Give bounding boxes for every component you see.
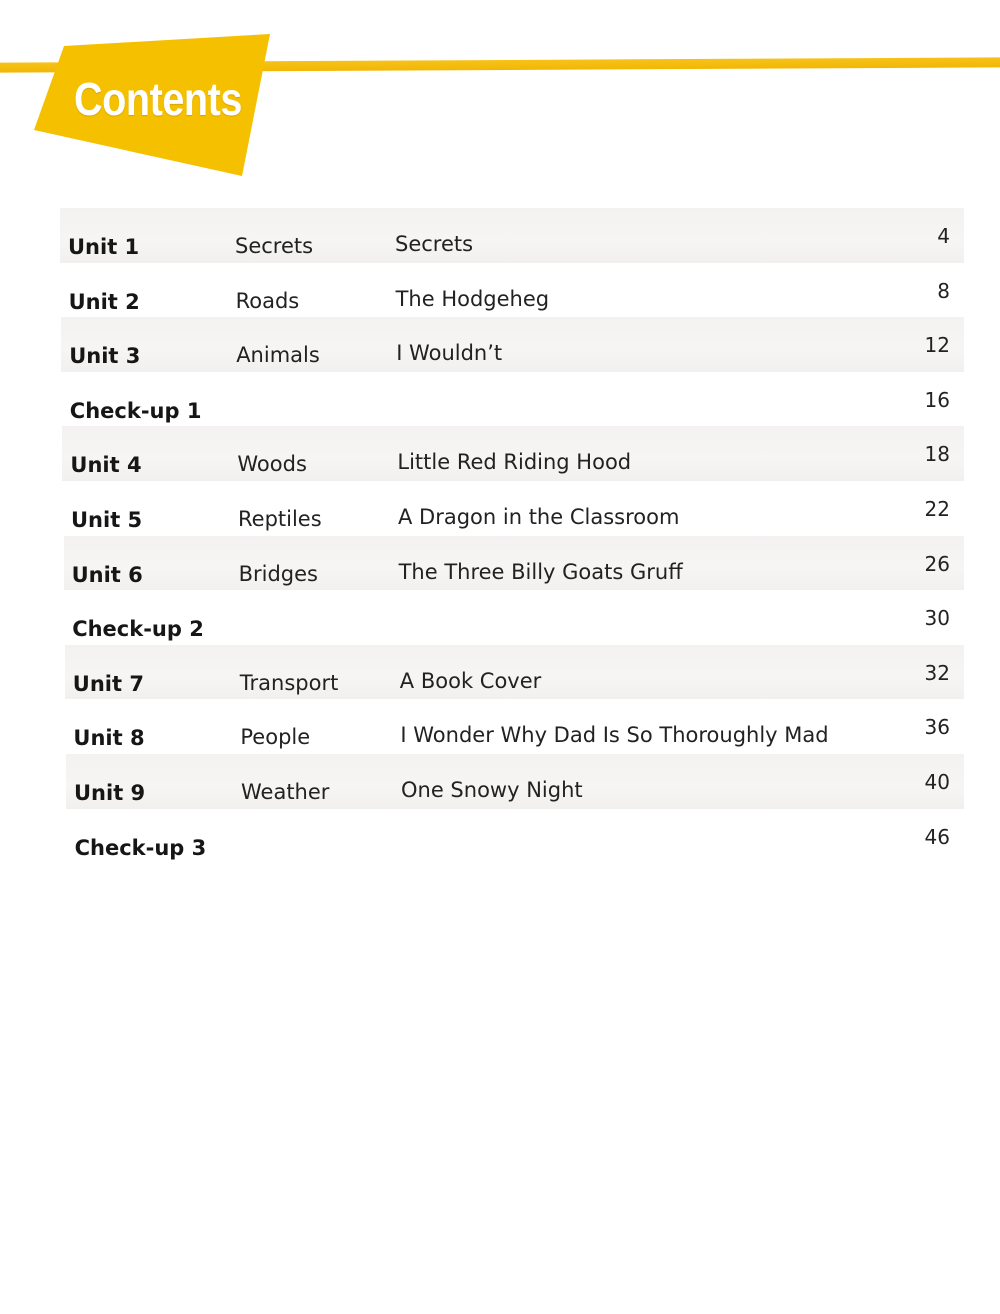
toc-unit-label: Unit 2 — [68, 289, 140, 314]
toc-unit-label: Unit 1 — [68, 235, 140, 259]
toc-row — [60, 208, 964, 263]
toc-title: The Hodgeheg — [395, 286, 550, 311]
toc-topic: Transport — [239, 670, 339, 695]
page-title: Contents — [74, 73, 242, 125]
toc-unit-label: Unit 5 — [71, 507, 143, 532]
toc-topic: Roads — [235, 288, 300, 313]
toc-unit-label: Unit 9 — [74, 780, 146, 805]
toc-unit-label: Unit 4 — [70, 453, 142, 478]
toc-unit-label: Unit 8 — [73, 726, 145, 751]
toc-title: Secrets — [395, 232, 474, 256]
toc-page-number: 16 — [924, 387, 950, 412]
toc-topic: Woods — [237, 452, 307, 477]
toc-title: One Snowy Night — [401, 777, 583, 802]
toc-row — [62, 372, 964, 427]
toc-page-number: 22 — [924, 496, 950, 521]
toc-page-number: 32 — [924, 660, 950, 685]
toc-row — [61, 317, 964, 372]
toc-row — [67, 809, 964, 864]
toc-row — [63, 481, 964, 536]
toc-page-number: 8 — [937, 278, 950, 303]
toc-unit-label: Unit 7 — [72, 671, 144, 696]
toc-unit-label: Unit 6 — [71, 562, 143, 587]
toc-row — [64, 590, 964, 645]
toc-row — [62, 426, 964, 481]
toc-topic: Bridges — [238, 561, 318, 586]
contents-banner — [30, 34, 272, 176]
toc-title: I Wonder Why Dad Is So Thoroughly Mad — [400, 723, 829, 748]
toc-row — [65, 645, 964, 700]
toc-unit-label: Check-up 3 — [74, 835, 207, 860]
toc-topic: Reptiles — [238, 506, 322, 531]
toc-row — [65, 699, 964, 754]
toc-row — [64, 536, 964, 591]
toc-page-number: 30 — [924, 606, 950, 631]
toc-topic: Secrets — [235, 234, 314, 258]
toc-page-number: 12 — [924, 333, 950, 358]
toc-title: A Book Cover — [399, 668, 542, 693]
toc-row — [66, 754, 964, 809]
toc-topic: People — [240, 725, 311, 750]
toc-page-number: 46 — [924, 824, 950, 849]
toc-row — [61, 263, 964, 318]
toc-topic: Animals — [236, 343, 320, 368]
toc-page-number: 18 — [924, 442, 950, 467]
toc-title: Little Red Riding Hood — [397, 450, 632, 475]
toc-page-number: 4 — [937, 224, 950, 248]
toc-unit-label: Check-up 2 — [72, 617, 204, 642]
toc-unit-label: Check-up 1 — [69, 398, 202, 423]
toc-unit-label: Unit 3 — [69, 344, 141, 369]
toc-title: The Three Billy Goats Gruff — [398, 559, 683, 584]
toc-topic: Weather — [241, 779, 330, 804]
toc-page-number: 36 — [924, 715, 950, 740]
toc-page-number: 40 — [924, 769, 950, 794]
table-of-contents — [60, 208, 964, 863]
toc-page-number: 26 — [924, 551, 950, 576]
toc-title: I Wouldn’t — [396, 341, 503, 366]
toc-title: A Dragon in the Classroom — [398, 504, 680, 529]
